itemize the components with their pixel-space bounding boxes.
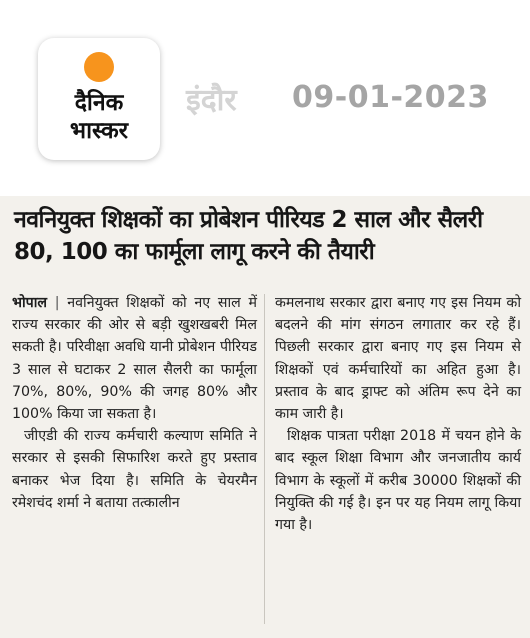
article-headline: नवनियुक्त शिक्षकों का प्रोबेशन पीरियड 2 साल और सैलरी 80, 100 का फार्मूला लागू करने की तैयारी (14, 207, 483, 265)
dateline: भोपाल (12, 295, 48, 311)
article-paragraph: कमलनाथ सरकार द्वारा बनाए गए इस नियम को बदलने की मांग संगठन लगातार कर रहे हैं। पिछली सरकार द्वारा बनाए गए इस नियम से शिक्षकों एवं कर्मचारियों का अहित हुआ है। प्रस्ताव के बाद ड्राफ्ट को अंतिम रूप देने का काम जारी है। (275, 295, 521, 423)
logo-line-2: भास्कर (69, 118, 129, 144)
article-column-right (275, 292, 521, 536)
paragraph-text: नवनियुक्त शिक्षकों को नए साल में राज्य सरकार की ओर से बड़ी खुशखबरी मिल सकती है। परिवीक्षा अवधि यानी प्रोबेशन पीरियड 3 साल से घटाकर 2 साल सैलरी का फार्मूला 70%, 80%, 90% की जगह 80% और 100% किया जा सकता है। (12, 295, 257, 423)
article-paragraph (12, 292, 257, 425)
news-clipping (0, 196, 530, 638)
page-header (0, 0, 530, 180)
article-paragraph: शिक्षक पात्रता परीक्षा 2018 में चयन होने के बाद स्कूल शिक्षा विभाग और जनजातीय कार्य विभाग के स्कूलों में करीब 30000 शिक्षकों की नियुक्ति की गई है। इन पर यह नियम लागू किया गया है। (275, 428, 521, 534)
dateline-separator: | (54, 295, 60, 311)
logo-line-1: दैनिक (74, 90, 124, 116)
newspaper-logo (38, 38, 160, 160)
article-column-left (12, 292, 257, 514)
column-divider (264, 294, 265, 624)
edition-date: 09-01-2023 (292, 80, 489, 115)
article-paragraph: जीएडी की राज्य कर्मचारी कल्याण समिति ने सरकार से इसकी सिफारिश करते हुए प्रस्ताव बनाकर भेज दिया है। समिति के चेयरमैन रमेशचंद शर्मा ने बताया तत्कालीन (12, 428, 257, 511)
edition-city: इंदौर (186, 83, 237, 118)
sun-icon (84, 52, 114, 82)
